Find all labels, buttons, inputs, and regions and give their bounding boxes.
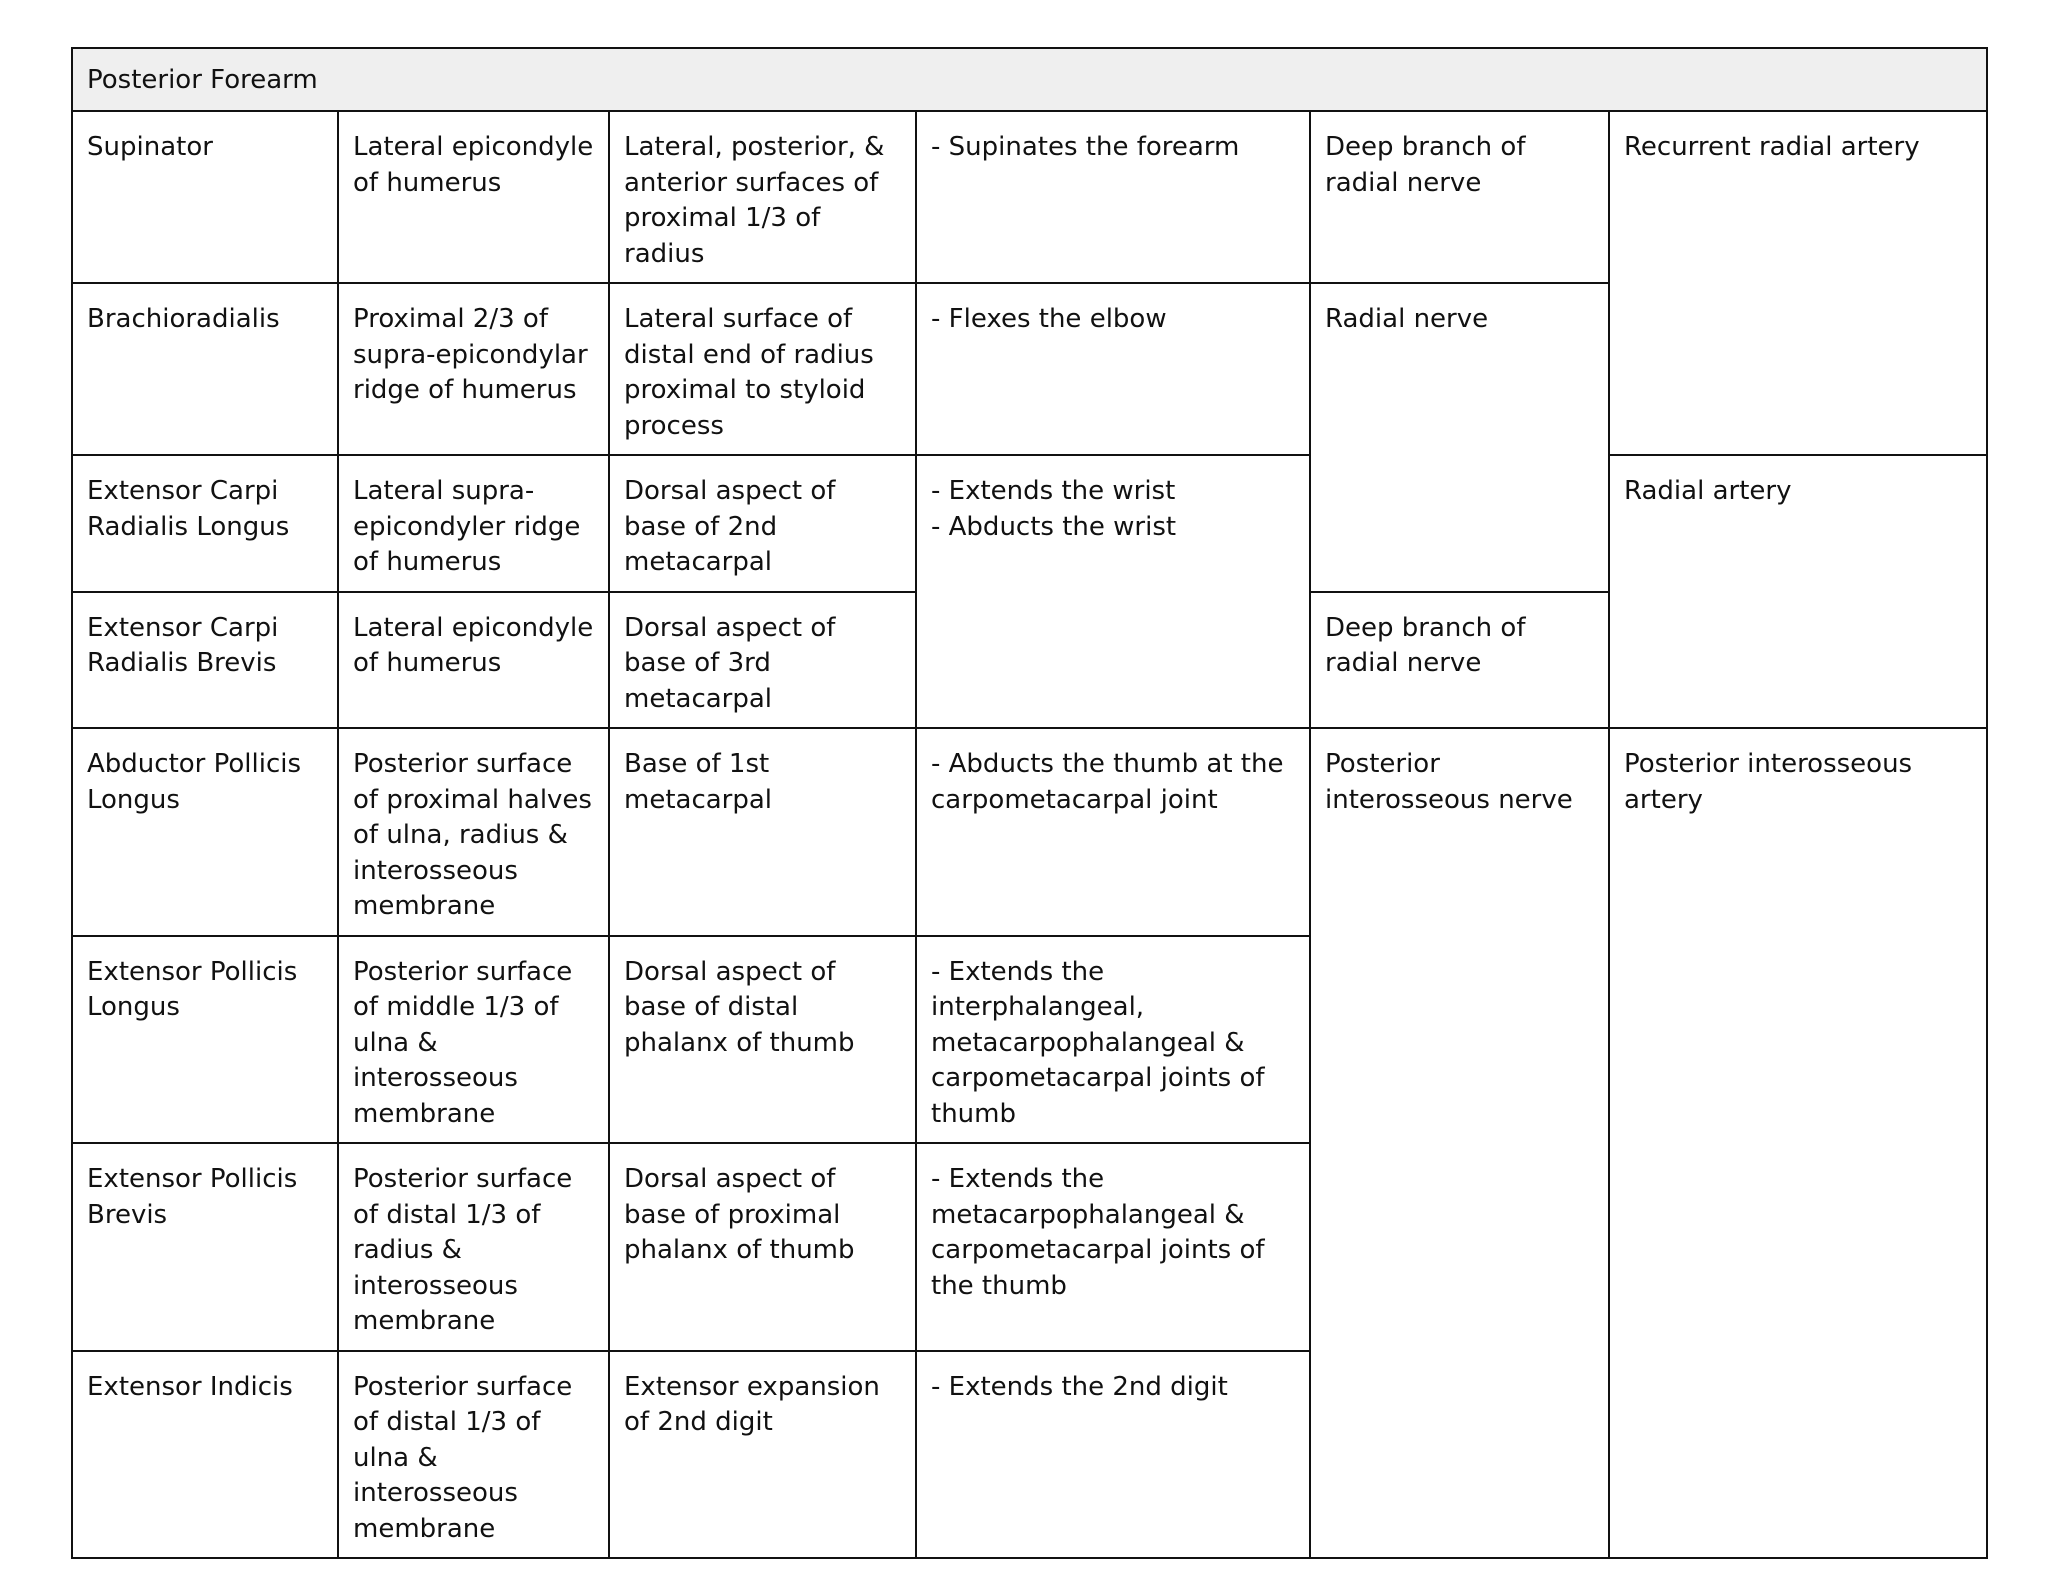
table-row bbox=[72, 111, 1987, 283]
action-line: - Abducts the thumb at the carpometacarpal joint bbox=[931, 749, 1284, 815]
action-cell bbox=[916, 111, 1310, 283]
table-row bbox=[72, 455, 1987, 592]
origin-cell: Posterior surface of distal 1/3 of radius & interosseous membrane bbox=[338, 1143, 609, 1351]
action-line: - Extends the interphalangeal, metacarpophalangeal & carpometacarpal joints of thumb bbox=[931, 956, 1265, 1129]
muscle-cell: Extensor Indicis bbox=[72, 1351, 338, 1559]
action-line: - Extends the wrist bbox=[931, 476, 1176, 506]
muscle-cell: Extensor Pollicis Brevis bbox=[72, 1143, 338, 1351]
action-cell bbox=[916, 283, 1310, 455]
nerve-cell: Posterior interosseous nerve bbox=[1310, 728, 1609, 1558]
insertion-cell: Dorsal aspect of base of distal phalanx of thumb bbox=[609, 936, 916, 1144]
muscle-cell: Supinator bbox=[72, 111, 338, 283]
nerve-cell: Radial nerve bbox=[1310, 283, 1609, 592]
origin-cell: Proximal 2/3 of supra-epicondylar ridge of humerus bbox=[338, 283, 609, 455]
insertion-cell: Base of 1st metacarpal bbox=[609, 728, 916, 936]
insertion-cell: Lateral, posterior, & anterior surfaces of proximal 1/3 of radius bbox=[609, 111, 916, 283]
action-cell bbox=[916, 1143, 1310, 1351]
action-line: - Extends the metacarpophalangeal & carpometacarpal joints of the thumb bbox=[931, 1164, 1265, 1301]
muscle-cell: Extensor Carpi Radialis Brevis bbox=[72, 592, 338, 729]
artery-cell: Posterior interosseous artery bbox=[1609, 728, 1987, 1558]
origin-cell: Lateral supra-epicondyler ridge of humerus bbox=[338, 455, 609, 592]
origin-cell: Posterior surface of distal 1/3 of ulna & interosseous membrane bbox=[338, 1351, 609, 1559]
posterior-forearm-table bbox=[71, 47, 1988, 1559]
action-line: - Extends the 2nd digit bbox=[931, 1371, 1228, 1402]
action-cell bbox=[916, 936, 1310, 1144]
origin-cell: Lateral epicondyle of humerus bbox=[338, 592, 609, 729]
insertion-cell: Lateral surface of distal end of radius proximal to styloid process bbox=[609, 283, 916, 455]
muscle-cell: Abductor Pollicis Longus bbox=[72, 728, 338, 936]
origin-cell: Lateral epicondyle of humerus bbox=[338, 111, 609, 283]
insertion-cell: Extensor expansion of 2nd digit bbox=[609, 1351, 916, 1559]
origin-cell: Posterior surface of proximal halves of ulna, radius & interosseous membrane bbox=[338, 728, 609, 936]
action-cell bbox=[916, 1351, 1310, 1559]
nerve-cell: Deep branch of radial nerve bbox=[1310, 592, 1609, 729]
action-line: - Abducts the wrist bbox=[931, 511, 1177, 542]
muscle-cell: Extensor Carpi Radialis Longus bbox=[72, 455, 338, 592]
insertion-cell: Dorsal aspect of base of 2nd metacarpal bbox=[609, 455, 916, 592]
action-line: - Flexes the elbow bbox=[931, 304, 1167, 334]
nerve-cell: Deep branch of radial nerve bbox=[1310, 111, 1609, 283]
table-row bbox=[72, 728, 1987, 936]
action-cell bbox=[916, 455, 1310, 728]
muscle-cell: Extensor Pollicis Longus bbox=[72, 936, 338, 1144]
action-line: - Supinates the forearm bbox=[931, 132, 1240, 162]
table-header: Posterior Forearm bbox=[72, 48, 1987, 111]
insertion-cell: Dorsal aspect of base of 3rd metacarpal bbox=[609, 592, 916, 729]
artery-cell: Recurrent radial artery bbox=[1609, 111, 1987, 455]
insertion-cell: Dorsal aspect of base of proximal phalanx of thumb bbox=[609, 1143, 916, 1351]
origin-cell: Posterior surface of middle 1/3 of ulna & interosseous membrane bbox=[338, 936, 609, 1144]
action-cell bbox=[916, 728, 1310, 936]
muscle-cell: Brachioradialis bbox=[72, 283, 338, 455]
artery-cell: Radial artery bbox=[1609, 455, 1987, 728]
